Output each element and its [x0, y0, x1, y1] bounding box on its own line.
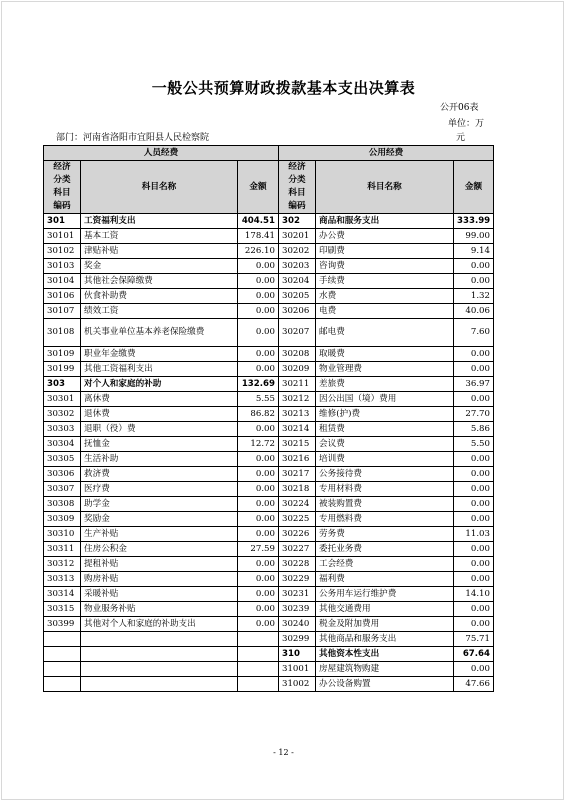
personnel-name-cell: 生产补贴: [81, 527, 238, 542]
personnel-code-cell: 30103: [44, 259, 81, 274]
public-code-cell: 30213: [279, 407, 316, 422]
personnel-amount-cell: 5.55: [238, 392, 279, 407]
public-code-cell: 30204: [279, 274, 316, 289]
expenditure-table: [43, 145, 494, 692]
table-row: [44, 647, 494, 662]
public-name-cell: 其他资本性支出: [316, 647, 454, 662]
personnel-name-cell: 采暖补贴: [81, 587, 238, 602]
table-row: [44, 422, 494, 437]
public-code-cell: 30202: [279, 244, 316, 259]
public-amount-cell: 0.00: [454, 617, 494, 632]
public-name-cell: 委托业务费: [316, 542, 454, 557]
personnel-code-cell: 30304: [44, 437, 81, 452]
personnel-code-cell: [44, 677, 81, 692]
public-amount-cell: 1.32: [454, 289, 494, 304]
personnel-name-cell: 医疗费: [81, 482, 238, 497]
personnel-code-cell: 30109: [44, 347, 81, 362]
personnel-code-cell: 30199: [44, 362, 81, 377]
public-name-cell: 咨询费: [316, 259, 454, 274]
public-amount-cell: 333.99: [454, 214, 494, 229]
personnel-amount-cell: 0.00: [238, 587, 279, 602]
table-row: [44, 274, 494, 289]
public-code-cell: 30227: [279, 542, 316, 557]
personnel-code-cell: 30106: [44, 289, 81, 304]
public-code-cell: 30299: [279, 632, 316, 647]
table-row: [44, 347, 494, 362]
public-amount-cell: 5.86: [454, 422, 494, 437]
public-name-cell: 会议费: [316, 437, 454, 452]
form-number: 公开06表: [440, 103, 479, 113]
public-code-cell: 30229: [279, 572, 316, 587]
table-row: [44, 527, 494, 542]
personnel-name-cell: 工资福利支出: [81, 214, 238, 229]
public-code-cell: 30207: [279, 319, 316, 347]
public-code-cell: 31002: [279, 677, 316, 692]
public-name-cell: 电费: [316, 304, 454, 319]
public-name-cell: 专用材料费: [316, 482, 454, 497]
public-name-cell: 因公出国（境）费用: [316, 392, 454, 407]
public-name-cell: 物业管理费: [316, 362, 454, 377]
public-amount-cell: 0.00: [454, 602, 494, 617]
page-title: 一般公共预算财政拨款基本支出决算表: [151, 79, 416, 97]
public-code-cell: 30215: [279, 437, 316, 452]
personnel-code-cell: 30301: [44, 392, 81, 407]
public-amount-cell: 0.00: [454, 452, 494, 467]
personnel-code-cell: 303: [44, 377, 81, 392]
personnel-name-cell: 提租补贴: [81, 557, 238, 572]
table-row: [44, 377, 494, 392]
public-code-cell: 30209: [279, 362, 316, 377]
personnel-code-cell: [44, 632, 81, 647]
public-name-cell: 房屋建筑物购建: [316, 662, 454, 677]
public-code-cell: 30231: [279, 587, 316, 602]
personnel-code-cell: 30303: [44, 422, 81, 437]
table-row: [44, 244, 494, 259]
public-name-cell: 公务接待费: [316, 467, 454, 482]
public-name-cell: 手续费: [316, 274, 454, 289]
personnel-name-cell: 其他对个人和家庭的补助支出: [81, 617, 238, 632]
code-header: [279, 161, 316, 214]
personnel-name-cell: 其他工资福利支出: [81, 362, 238, 377]
personnel-amount-cell: [238, 647, 279, 662]
public-code-cell: 302: [279, 214, 316, 229]
public-amount-cell: 0.00: [454, 259, 494, 274]
public-name-cell: 水费: [316, 289, 454, 304]
personnel-code-cell: 30309: [44, 512, 81, 527]
personnel-name-cell: 其他社会保障缴费: [81, 274, 238, 289]
public-name-cell: 税金及附加费用: [316, 617, 454, 632]
personnel-name-cell: [81, 662, 238, 677]
personnel-amount-cell: 0.00: [238, 452, 279, 467]
table-row: [44, 617, 494, 632]
personnel-name-cell: [81, 647, 238, 662]
personnel-amount-cell: 226.10: [238, 244, 279, 259]
public-name-cell: 印刷费: [316, 244, 454, 259]
public-code-cell: 30212: [279, 392, 316, 407]
public-amount-cell: 0.00: [454, 347, 494, 362]
table-row: [44, 362, 494, 377]
public-code-cell: 31001: [279, 662, 316, 677]
public-name-cell: 租赁费: [316, 422, 454, 437]
personnel-amount-cell: 0.00: [238, 304, 279, 319]
public-name-cell: 培训费: [316, 452, 454, 467]
public-name-cell: 邮电费: [316, 319, 454, 347]
public-code-cell: 30208: [279, 347, 316, 362]
public-amount-cell: 5.50: [454, 437, 494, 452]
personnel-name-cell: [81, 632, 238, 647]
personnel-code-cell: 30314: [44, 587, 81, 602]
personnel-name-cell: 对个人和家庭的补助: [81, 377, 238, 392]
personnel-amount-cell: [238, 632, 279, 647]
table-row: [44, 304, 494, 319]
personnel-name-cell: 伙食补助费: [81, 289, 238, 304]
personnel-amount-cell: 0.00: [238, 422, 279, 437]
public-amount-cell: 0.00: [454, 467, 494, 482]
personnel-code-cell: 30306: [44, 467, 81, 482]
table-body: [44, 214, 494, 692]
public-code-cell: 30240: [279, 617, 316, 632]
personnel-name-cell: 奖金: [81, 259, 238, 274]
personnel-name-cell: 机关事业单位基本养老保险缴费: [81, 319, 238, 347]
personnel-name-cell: 救济费: [81, 467, 238, 482]
personnel-amount-cell: 0.00: [238, 602, 279, 617]
public-code-cell: 30239: [279, 602, 316, 617]
public-name-cell: 被装购置费: [316, 497, 454, 512]
public-name-cell: 维修(护)费: [316, 407, 454, 422]
personnel-amount-cell: 0.00: [238, 527, 279, 542]
public-name-cell: 劳务费: [316, 527, 454, 542]
public-group-header: 公用经费: [279, 146, 494, 161]
table-row: [44, 497, 494, 512]
table-row: [44, 557, 494, 572]
public-amount-cell: 0.00: [454, 542, 494, 557]
table-row: [44, 467, 494, 482]
public-amount-cell: 0.00: [454, 274, 494, 289]
public-code-cell: 30206: [279, 304, 316, 319]
table-row: [44, 512, 494, 527]
public-name-cell: 工会经费: [316, 557, 454, 572]
personnel-code-cell: 30399: [44, 617, 81, 632]
public-code-cell: 30225: [279, 512, 316, 527]
public-name-cell: 商品和服务支出: [316, 214, 454, 229]
personnel-amount-cell: 27.59: [238, 542, 279, 557]
public-code-cell: 30228: [279, 557, 316, 572]
personnel-name-cell: 基本工资: [81, 229, 238, 244]
public-code-cell: 30217: [279, 467, 316, 482]
public-amount-cell: 0.00: [454, 362, 494, 377]
personnel-name-cell: 绩效工资: [81, 304, 238, 319]
personnel-amount-cell: [238, 677, 279, 692]
public-amount-cell: 99.00: [454, 229, 494, 244]
code-header-text: 经济 分类 科目 编码: [53, 162, 71, 211]
code-header: [44, 161, 81, 214]
public-amount-cell: 67.64: [454, 647, 494, 662]
personnel-amount-cell: 0.00: [238, 482, 279, 497]
table-row: [44, 602, 494, 617]
table-row: [44, 289, 494, 304]
personnel-amount-cell: 0.00: [238, 274, 279, 289]
table-row: [44, 437, 494, 452]
personnel-name-cell: 奖励金: [81, 512, 238, 527]
table-row: [44, 214, 494, 229]
public-amount-cell: 0.00: [454, 497, 494, 512]
personnel-amount-cell: 0.00: [238, 617, 279, 632]
personnel-name-cell: 抚恤金: [81, 437, 238, 452]
personnel-code-cell: 30305: [44, 452, 81, 467]
unit-label: 单位：万: [448, 119, 485, 129]
public-code-cell: 30224: [279, 497, 316, 512]
public-amount-cell: 0.00: [454, 482, 494, 497]
personnel-code-cell: 30302: [44, 407, 81, 422]
table-row: [44, 542, 494, 557]
personnel-code-cell: 30307: [44, 482, 81, 497]
public-name-cell: 办公费: [316, 229, 454, 244]
unit-label-suffix: 元: [456, 133, 466, 143]
public-name-cell: 办公设备购置: [316, 677, 454, 692]
public-amount-cell: 11.03: [454, 527, 494, 542]
personnel-amount-cell: 0.00: [238, 289, 279, 304]
table-row: [44, 677, 494, 692]
public-code-cell: 30201: [279, 229, 316, 244]
personnel-code-cell: 30101: [44, 229, 81, 244]
personnel-name-cell: [81, 677, 238, 692]
code-header-text: 经济 分类 科目 编码: [288, 162, 306, 211]
personnel-amount-cell: 0.00: [238, 347, 279, 362]
public-name-cell: 差旅费: [316, 377, 454, 392]
personnel-code-cell: 30107: [44, 304, 81, 319]
personnel-amount-cell: 0.00: [238, 319, 279, 347]
table-row: [44, 482, 494, 497]
public-amount-cell: 9.14: [454, 244, 494, 259]
public-amount-cell: 36.97: [454, 377, 494, 392]
personnel-amount-cell: 0.00: [238, 512, 279, 527]
name-header: 科目名称: [81, 161, 238, 214]
personnel-code-cell: 30310: [44, 527, 81, 542]
personnel-group-header: 人员经费: [44, 146, 279, 161]
table-row: [44, 259, 494, 274]
public-name-cell: 取暖费: [316, 347, 454, 362]
personnel-amount-cell: 132.69: [238, 377, 279, 392]
personnel-amount-cell: 0.00: [238, 557, 279, 572]
public-code-cell: 30226: [279, 527, 316, 542]
personnel-name-cell: 津贴补贴: [81, 244, 238, 259]
public-amount-cell: 0.00: [454, 392, 494, 407]
public-amount-cell: 0.00: [454, 572, 494, 587]
personnel-amount-cell: 0.00: [238, 467, 279, 482]
personnel-code-cell: 30313: [44, 572, 81, 587]
name-header: 科目名称: [316, 161, 454, 214]
personnel-name-cell: 退休费: [81, 407, 238, 422]
table-row: [44, 572, 494, 587]
table-row: [44, 452, 494, 467]
public-name-cell: 公务用车运行维护费: [316, 587, 454, 602]
table-row: [44, 662, 494, 677]
personnel-code-cell: [44, 662, 81, 677]
personnel-amount-cell: 0.00: [238, 497, 279, 512]
amount-header: 金额: [454, 161, 494, 214]
department-label: 部门：河南省洛阳市宜阳县人民检察院: [56, 133, 210, 143]
public-amount-cell: 7.60: [454, 319, 494, 347]
table-row: [44, 632, 494, 647]
public-code-cell: 30211: [279, 377, 316, 392]
personnel-amount-cell: 0.00: [238, 259, 279, 274]
personnel-name-cell: 住房公积金: [81, 542, 238, 557]
personnel-code-cell: 30308: [44, 497, 81, 512]
public-code-cell: 30205: [279, 289, 316, 304]
personnel-code-cell: 30311: [44, 542, 81, 557]
personnel-amount-cell: 0.00: [238, 572, 279, 587]
personnel-name-cell: 物业服务补贴: [81, 602, 238, 617]
public-code-cell: 30203: [279, 259, 316, 274]
personnel-name-cell: 离休费: [81, 392, 238, 407]
personnel-amount-cell: 86.82: [238, 407, 279, 422]
public-code-cell: 30218: [279, 482, 316, 497]
public-amount-cell: 47.66: [454, 677, 494, 692]
public-amount-cell: 75.71: [454, 632, 494, 647]
public-amount-cell: 0.00: [454, 557, 494, 572]
personnel-code-cell: 30108: [44, 319, 81, 347]
table-row: [44, 319, 494, 347]
personnel-name-cell: 生活补助: [81, 452, 238, 467]
public-name-cell: 其他商品和服务支出: [316, 632, 454, 647]
personnel-name-cell: 助学金: [81, 497, 238, 512]
personnel-name-cell: 购房补贴: [81, 572, 238, 587]
public-amount-cell: 40.06: [454, 304, 494, 319]
public-code-cell: 310: [279, 647, 316, 662]
amount-header: 金额: [238, 161, 279, 214]
personnel-name-cell: 退职（役）费: [81, 422, 238, 437]
table-row: [44, 392, 494, 407]
public-amount-cell: 27.70: [454, 407, 494, 422]
table-row: [44, 407, 494, 422]
personnel-amount-cell: 0.00: [238, 362, 279, 377]
personnel-code-cell: 30104: [44, 274, 81, 289]
personnel-code-cell: 30315: [44, 602, 81, 617]
personnel-name-cell: 职业年金缴费: [81, 347, 238, 362]
personnel-amount-cell: 404.51: [238, 214, 279, 229]
table-row: [44, 587, 494, 602]
public-amount-cell: 0.00: [454, 662, 494, 677]
public-code-cell: 30214: [279, 422, 316, 437]
personnel-amount-cell: [238, 662, 279, 677]
personnel-code-cell: [44, 647, 81, 662]
page-number: - 12 -: [273, 748, 294, 757]
public-amount-cell: 0.00: [454, 512, 494, 527]
public-name-cell: 福利费: [316, 572, 454, 587]
table-row: [44, 229, 494, 244]
public-code-cell: 30216: [279, 452, 316, 467]
public-name-cell: 专用燃料费: [316, 512, 454, 527]
personnel-code-cell: 30102: [44, 244, 81, 259]
public-amount-cell: 14.10: [454, 587, 494, 602]
personnel-code-cell: 30312: [44, 557, 81, 572]
personnel-amount-cell: 178.41: [238, 229, 279, 244]
personnel-amount-cell: 12.72: [238, 437, 279, 452]
personnel-code-cell: 301: [44, 214, 81, 229]
public-name-cell: 其他交通费用: [316, 602, 454, 617]
